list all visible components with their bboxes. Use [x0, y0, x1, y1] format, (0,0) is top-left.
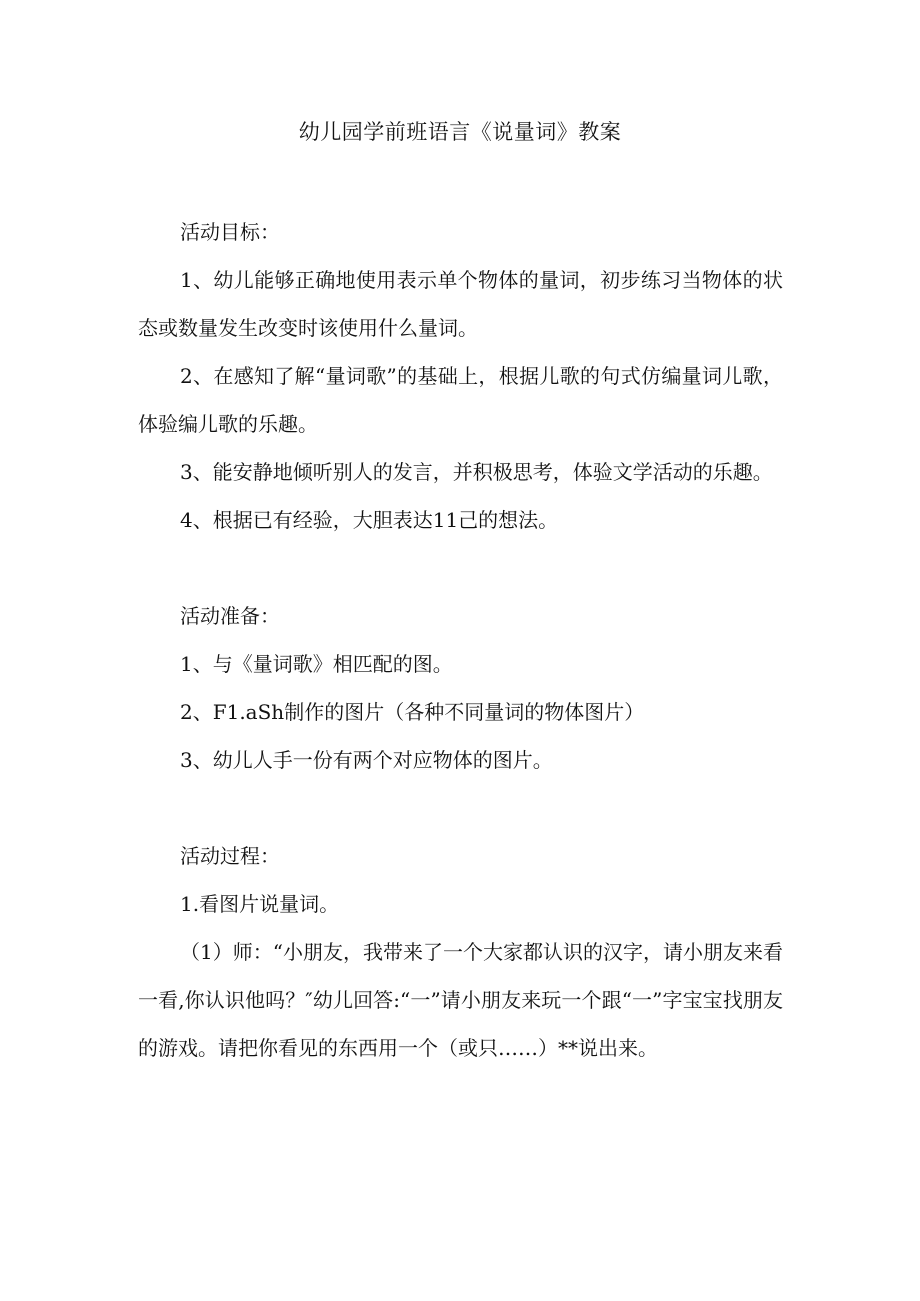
- section-heading: 活动过程：: [180, 844, 280, 868]
- document-body: [138, 208, 783, 1072]
- paragraph: 1.看图片说量词。: [180, 892, 340, 916]
- section-activity-preparation: [138, 592, 783, 784]
- section-activity-process: [138, 832, 783, 1072]
- paragraph: 2、在感知了解“量词歌”的基础上，根据儿歌的句式仿编量词儿歌，体验编儿歌的乐趣。: [138, 364, 783, 436]
- paragraph: （1）师：“小朋友，我带来了一个大家都认识的汉字，请小朋友来看一看,你认识他吗？″幼儿回答:“一”请小朋友来玩一个跟“一”字宝宝找朋友的游戏。请把你看见的东西用一个（或只……）**说出来。: [138, 940, 783, 1060]
- paragraph: 2、F1.aSh制作的图片（各种不同量词的物体图片）: [180, 700, 645, 724]
- paragraph: 1、幼儿能够正确地使用表示单个物体的量词，初步练习当物体的状态或数量发生改变时该使用什么量词。: [138, 268, 783, 340]
- paragraph: 3、幼儿人手一份有两个对应物体的图片。: [180, 748, 553, 772]
- section-activity-goals: [138, 208, 783, 544]
- section-spacer: [138, 544, 783, 592]
- section-spacer: [138, 784, 783, 832]
- section-heading: 活动准备：: [180, 604, 280, 628]
- paragraph: 4、根据已有经验，大胆表达11己的想法。: [180, 508, 559, 532]
- paragraph: 3、能安静地倾听别人的发言，并积极思考，体验文学活动的乐趣。: [180, 460, 773, 484]
- document-title: 幼儿园学前班语言《说量词》教案: [298, 120, 622, 144]
- section-heading: 活动目标：: [180, 220, 280, 244]
- paragraph: 1、与《量词歌》相匹配的图。: [180, 652, 453, 676]
